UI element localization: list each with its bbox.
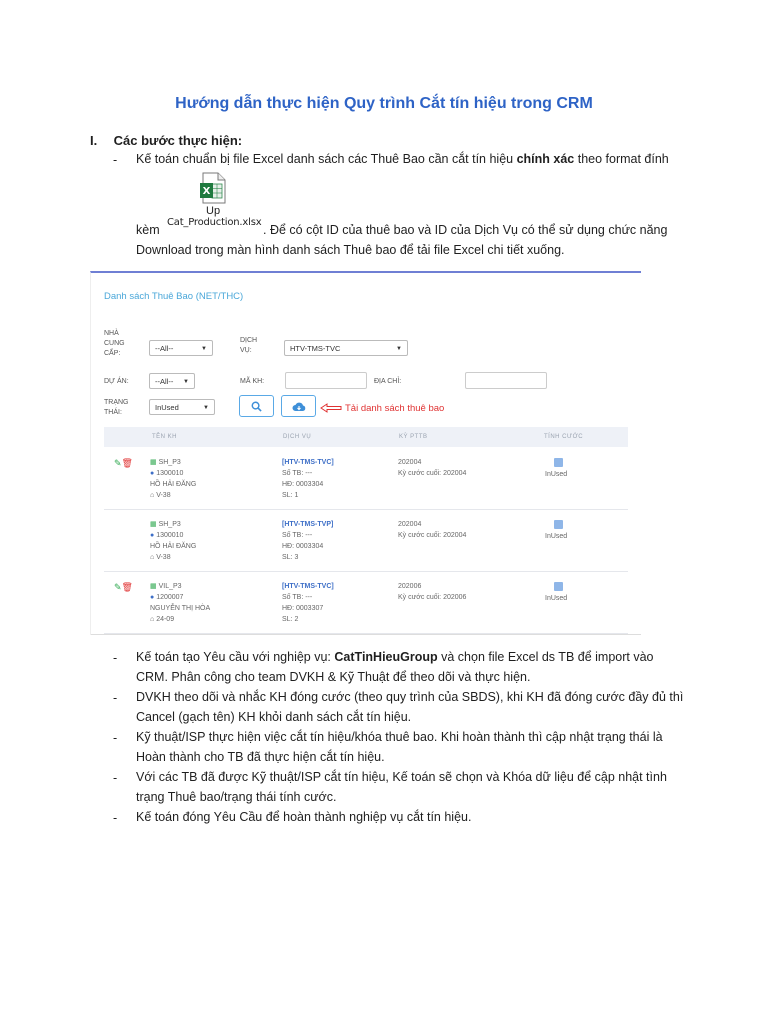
customer-icon: ▦ xyxy=(150,459,157,466)
billing-checkbox[interactable] xyxy=(554,520,563,529)
step5-line2: trạng Thuê bao/trạng thái tính cước. xyxy=(136,790,337,804)
step2-line2: CRM. Phân công cho team DVKH & Kỹ Thuật để theo dõi và thực hiện. xyxy=(136,670,531,684)
service-link[interactable]: [HTV-TMS-TVP] xyxy=(282,521,334,528)
billing-checkbox[interactable] xyxy=(554,458,563,467)
dia-chi-input[interactable] xyxy=(465,372,547,389)
bullet: - xyxy=(113,651,118,665)
column-header: TÍNH CƯỚC xyxy=(544,434,584,440)
download-button[interactable] xyxy=(281,395,316,417)
filter-label-dich-vu: DỊCH VỤ: xyxy=(240,337,258,354)
user-icon: ● xyxy=(150,532,155,539)
search-button[interactable] xyxy=(239,395,274,417)
document-title: Hướng dẫn thực hiện Quy trình Cắt tín hiệu trong CRM xyxy=(175,95,593,112)
row-actions xyxy=(114,458,133,469)
bullet: - xyxy=(113,771,118,785)
section-label: Các bước thực hiện: xyxy=(113,133,243,148)
table-header xyxy=(104,427,628,447)
file-label-name: Cat_Production.xlsx xyxy=(167,217,262,228)
customer-icon: ▦ xyxy=(150,583,157,590)
filter-label-ma-kh: MÃ KH: xyxy=(240,378,265,385)
du-an-select[interactable]: --All-- ▼ xyxy=(149,373,195,389)
search-icon xyxy=(251,401,262,412)
step1-line2b: . Để có cột ID của thuê bao và ID của Dịch Vụ có thể sử dụng chức năng xyxy=(263,223,668,237)
dropdown-caret-icon: ▼ xyxy=(183,379,189,385)
step2-line1: Kế toán tạo Yêu cầu với nghiệp vụ: CatTinHieuGroup và chọn file Excel ds TB để import vào xyxy=(136,650,654,664)
svg-text:X: X xyxy=(202,186,211,197)
edit-icon[interactable]: ✎ xyxy=(114,458,122,468)
table-row: ✎🗑 ▦ VIL_P3 ● 1200007 NGUYỄN THỊ HÒA ⌂ 24-09 [HTV-TMS-TVC] Số TB: --- HĐ: 0003307 SL: 2 202006 Kỳ cước cuối: 202006 InUsed xyxy=(104,573,628,634)
ma-kh-input[interactable] xyxy=(285,372,367,389)
file-label-up: Up xyxy=(206,205,221,217)
crm-list-header: Danh sách Thuê Bao (NET/THC) xyxy=(104,291,244,302)
home-icon: ⌂ xyxy=(150,554,155,561)
nha-cung-cap-select[interactable]: --All-- ▼ xyxy=(149,340,213,356)
edit-icon[interactable]: ✎ xyxy=(114,582,122,592)
dropdown-caret-icon: ▼ xyxy=(201,346,207,352)
section-heading xyxy=(90,133,242,148)
step4-line1: Kỹ thuật/ISP thực hiện việc cắt tín hiệu/khóa thuê bao. Khi hoàn thành thì cập nhật trạng thái là xyxy=(136,730,663,744)
step1-line1: Kế toán chuẩn bị file Excel danh sách các Thuê Bao cần cắt tín hiệu chính xác theo format đính xyxy=(136,152,669,166)
row-status: InUsed xyxy=(545,533,568,540)
filter-label-nha-cung-cap: NHÀ CUNG CẤP: xyxy=(104,330,125,357)
column-header: TÊN KH xyxy=(152,434,178,440)
bullet: - xyxy=(113,153,118,167)
table-row: ▦ SH_P3 ● 1300010 HỒ HẢI ĐĂNG ⌂ V-38 [HTV-TMS-TVP] Số TB: --- HĐ: 0003304 SL: 3 202004 Kỳ cước cuối: 202004 InUsed xyxy=(104,511,628,572)
divider xyxy=(91,634,641,635)
user-icon: ● xyxy=(150,470,155,477)
cloud-download-icon xyxy=(292,401,306,412)
customer-icon: ▦ xyxy=(150,521,157,528)
download-note: Tải danh sách thuê bao xyxy=(345,403,445,414)
service-link[interactable]: [HTV-TMS-TVC] xyxy=(282,583,334,590)
home-icon: ⌂ xyxy=(150,616,155,623)
row-status: InUsed xyxy=(545,471,568,478)
crm-screenshot xyxy=(90,271,641,635)
step5-line1: Với các TB đã được Kỹ thuật/ISP cắt tín hiệu, Kế toán sẽ chọn và Khóa dữ liệu để cập nhật tình xyxy=(136,770,667,784)
filter-label-trang-thai: TRẠNG THÁI: xyxy=(104,399,129,416)
step6-line1: Kế toán đóng Yêu Cầu để hoàn thành nghiệp vụ cắt tín hiệu. xyxy=(136,810,472,824)
table-row: ✎🗑 ▦ SH_P3 ● 1300010 HỒ HẢI ĐĂNG ⌂ V-38 [HTV-TMS-TVC] Số TB: --- HĐ: 0003304 SL: 1 202004 Kỳ cước cuối: 202004 InUsed xyxy=(104,449,628,510)
column-header: DỊCH VỤ xyxy=(283,434,312,440)
column-header: KỲ PTTB xyxy=(399,434,428,440)
delete-icon[interactable]: 🗑 xyxy=(121,582,133,592)
step1-line2a: kèm xyxy=(136,223,160,237)
attached-excel-file[interactable] xyxy=(164,172,264,232)
row-status: InUsed xyxy=(545,595,568,602)
bullet: - xyxy=(113,811,118,825)
dropdown-caret-icon: ▼ xyxy=(396,346,402,352)
home-icon: ⌂ xyxy=(150,492,155,499)
bullet: - xyxy=(113,731,118,745)
section-number: I. xyxy=(90,133,98,148)
dich-vu-select[interactable]: HTV-TMS-TVC ▼ xyxy=(284,340,408,356)
billing-checkbox[interactable] xyxy=(554,582,563,591)
bullet: - xyxy=(113,691,118,705)
filter-label-dia-chi: ĐỊA CHỈ: xyxy=(374,378,402,385)
user-icon: ● xyxy=(150,594,155,601)
step4-line2: Hoàn thành cho TB đã thực hiện cắt tín hiệu. xyxy=(136,750,385,764)
step1-line3: Download trong màn hình danh sách Thuê bao để tải file Excel chi tiết xuống. xyxy=(136,243,565,257)
step3-line1: DVKH theo dõi và nhắc KH đóng cước (theo quy trình của SBDS), khi KH đã đóng cước đầy đủ thì xyxy=(136,690,684,704)
trang-thai-select[interactable]: InUsed ▼ xyxy=(149,399,215,415)
service-link[interactable]: [HTV-TMS-TVC] xyxy=(282,459,334,466)
delete-icon[interactable]: 🗑 xyxy=(121,458,133,468)
red-arrow-icon xyxy=(320,403,342,413)
dropdown-caret-icon: ▼ xyxy=(203,405,209,411)
filter-label-du-an: DỰ ÁN: xyxy=(104,378,129,385)
excel-file-icon xyxy=(200,172,226,204)
row-actions xyxy=(114,582,133,593)
step3-line2: Cancel (gạch tên) KH khỏi danh sách cắt tín hiệu. xyxy=(136,710,412,724)
